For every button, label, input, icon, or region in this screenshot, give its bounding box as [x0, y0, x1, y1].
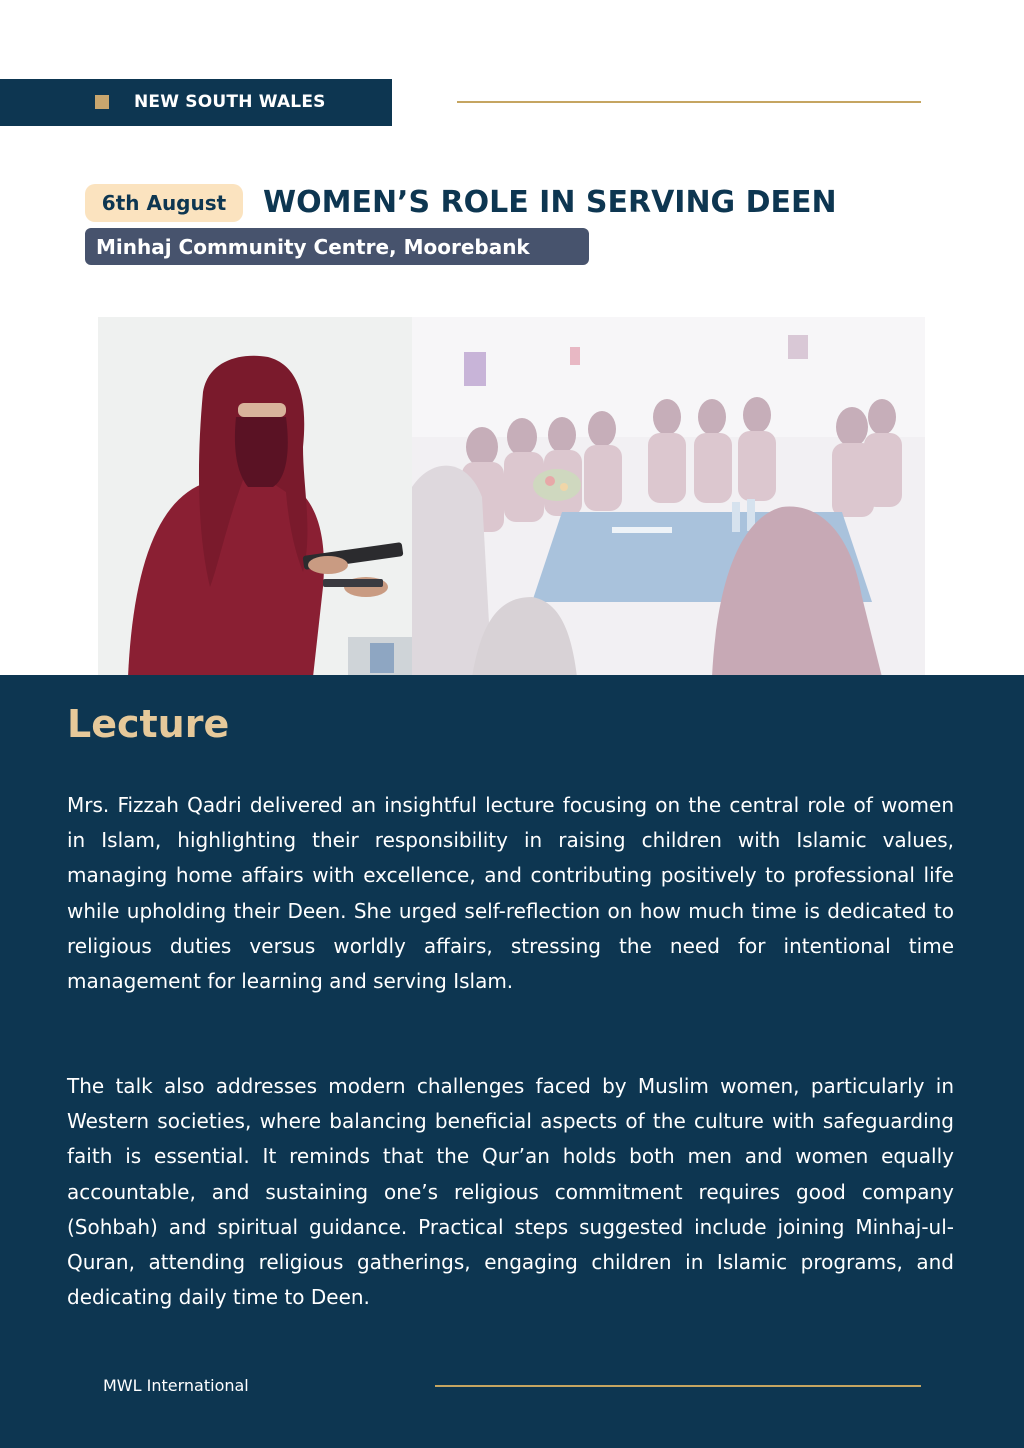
- square-bullet-icon: [95, 95, 109, 109]
- speaker-photo: [98, 317, 412, 677]
- audience-photo: [412, 317, 925, 677]
- footer-organization: MWL International: [103, 1376, 249, 1395]
- event-title: WOMEN’S ROLE IN SERVING DEEN: [263, 185, 837, 220]
- region-label: NEW SOUTH WALES: [134, 92, 326, 112]
- lecture-paragraph: The talk also addresses modern challenges faced by Muslim women, particularly in Western societies, where balancing beneficial aspects of the culture with safeguarding faith is essential. It reminds that the Qur’an holds both men and women equally accountable, and sustaining one’s religious commitment requires good company (Sohbah) and spiritual guidance. Practical steps suggested include joining Minhaj-ul-Quran, attending religious gatherings, engaging children in Islamic programs, and dedicating daily time to Deen.: [67, 1074, 954, 1310]
- event-date-badge: 6th August: [85, 184, 243, 222]
- bottom-divider: [435, 1385, 921, 1387]
- top-divider: [457, 101, 921, 103]
- lecture-heading: Lecture: [67, 702, 230, 746]
- event-venue-badge: Minhaj Community Centre, Moorebank: [85, 228, 589, 265]
- speaker-photo-illustration: [98, 317, 412, 677]
- audience-photo-illustration: [412, 317, 925, 677]
- lecture-paragraph: Mrs. Fizzah Qadri delivered an insightful lecture focusing on the central role of women in Islam, highlighting their responsibility in raising children with Islamic values, managing home affairs with excellence, and contributing positively to professional life while upholding their Deen. She urged self-reflection on how much time is dedicated to religious duties versus worldly affairs, stressing the need for intentional time management for learning and serving Islam.: [67, 793, 954, 994]
